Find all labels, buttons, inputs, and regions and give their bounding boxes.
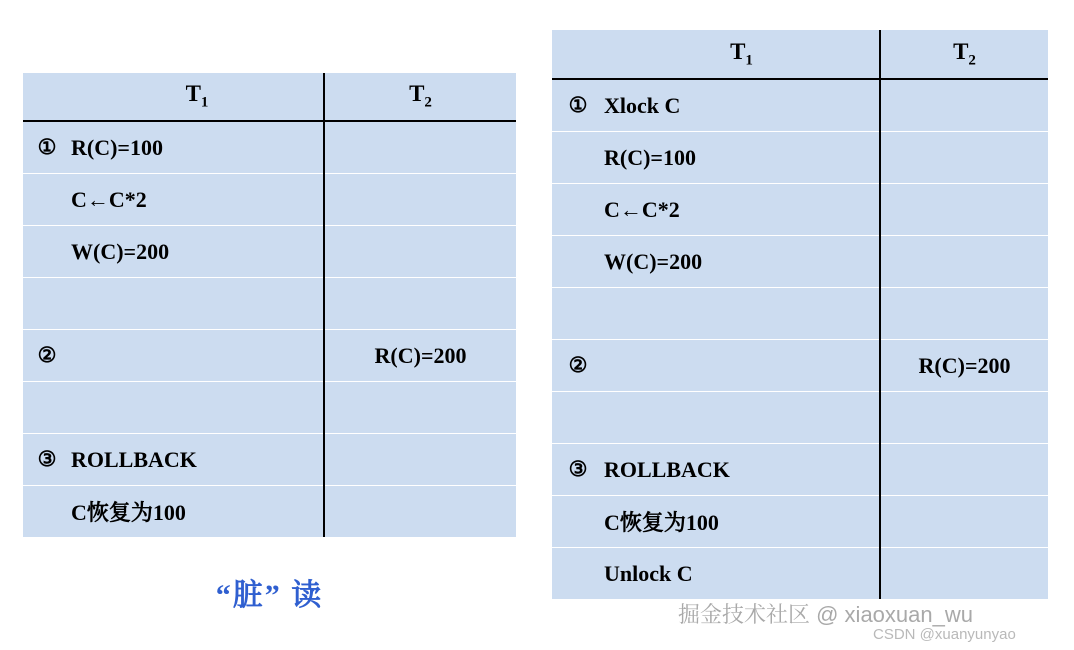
row-t1-op: C恢复为100 bbox=[604, 496, 880, 548]
left-header-t2 bbox=[324, 73, 516, 121]
row-t1-op: C←C*2 bbox=[71, 174, 324, 226]
row-t1-op: ROLLBACK bbox=[604, 444, 880, 496]
row-t2-op bbox=[324, 121, 516, 174]
table-row bbox=[23, 382, 516, 434]
row-t1-op: ROLLBACK bbox=[71, 434, 324, 486]
row-t2-op bbox=[880, 444, 1048, 496]
row-marker bbox=[23, 382, 71, 434]
row-t2-op bbox=[880, 236, 1048, 288]
row-t1-op: W(C)=200 bbox=[71, 226, 324, 278]
row-t1-op bbox=[71, 330, 324, 382]
watermark-primary: 掘金技术社区 @ xiaoxuan_wu bbox=[678, 602, 973, 627]
row-marker: ② bbox=[23, 330, 71, 382]
right-header-t1 bbox=[604, 30, 880, 79]
row-t1-op: Xlock C bbox=[604, 79, 880, 132]
table-row bbox=[552, 288, 1048, 340]
row-t2-op bbox=[880, 392, 1048, 444]
right-table-header-row bbox=[552, 30, 1048, 79]
table-row bbox=[552, 392, 1048, 444]
row-marker bbox=[552, 184, 604, 236]
row-t1-op: C←C*2 bbox=[604, 184, 880, 236]
row-marker bbox=[552, 132, 604, 184]
table-row bbox=[552, 548, 1048, 600]
table-row bbox=[552, 340, 1048, 392]
dirty-read-table bbox=[23, 73, 516, 537]
table-row bbox=[23, 330, 516, 382]
row-marker bbox=[23, 486, 71, 538]
row-t2-op: R(C)=200 bbox=[880, 340, 1048, 392]
row-t2-op bbox=[880, 548, 1048, 600]
right-header-t1-subscript: 1 bbox=[745, 52, 753, 69]
row-t1-op: Unlock C bbox=[604, 548, 880, 600]
row-t2-op bbox=[880, 184, 1048, 236]
row-t2-op bbox=[324, 278, 516, 330]
row-marker: ① bbox=[552, 79, 604, 132]
left-header-t2-label: T bbox=[409, 81, 425, 107]
dirty-read-caption: “脏” 读 bbox=[215, 579, 324, 612]
left-header-t1-label: T bbox=[185, 81, 201, 107]
table-row bbox=[23, 174, 516, 226]
row-t2-op bbox=[880, 288, 1048, 340]
row-t1-op bbox=[604, 340, 880, 392]
left-header-t1 bbox=[71, 73, 324, 121]
row-marker: ② bbox=[552, 340, 604, 392]
row-marker bbox=[552, 392, 604, 444]
row-t2-op bbox=[880, 132, 1048, 184]
row-t2-op bbox=[880, 496, 1048, 548]
row-t1-op bbox=[604, 392, 880, 444]
right-header-marker-cell bbox=[552, 30, 604, 79]
table-row bbox=[552, 132, 1048, 184]
row-t2-op bbox=[324, 174, 516, 226]
row-t1-op: C恢复为100 bbox=[71, 486, 324, 538]
row-t2-op bbox=[324, 226, 516, 278]
left-header-t1-subscript: 1 bbox=[200, 94, 209, 111]
row-marker bbox=[552, 496, 604, 548]
row-marker bbox=[552, 288, 604, 340]
right-header-t1-label: T bbox=[730, 38, 746, 64]
row-t1-op: R(C)=100 bbox=[71, 121, 324, 174]
row-t1-op: R(C)=100 bbox=[604, 132, 880, 184]
row-t2-op bbox=[880, 79, 1048, 132]
left-table-header-row bbox=[23, 73, 516, 121]
row-t1-op: W(C)=200 bbox=[604, 236, 880, 288]
row-marker bbox=[23, 174, 71, 226]
row-marker: ③ bbox=[23, 434, 71, 486]
table-row bbox=[23, 226, 516, 278]
right-table-body bbox=[552, 30, 1048, 599]
row-marker bbox=[23, 278, 71, 330]
table-row bbox=[552, 236, 1048, 288]
table-row bbox=[552, 79, 1048, 132]
left-table-body bbox=[23, 73, 516, 537]
row-marker: ① bbox=[23, 121, 71, 174]
right-header-t2-label: T bbox=[953, 38, 969, 64]
row-t2-op: R(C)=200 bbox=[324, 330, 516, 382]
left-header-t2-subscript: 2 bbox=[424, 94, 432, 111]
row-t1-op bbox=[604, 288, 880, 340]
row-t2-op bbox=[324, 434, 516, 486]
table-row bbox=[552, 444, 1048, 496]
row-marker bbox=[552, 548, 604, 600]
row-marker bbox=[552, 236, 604, 288]
row-t1-op bbox=[71, 382, 324, 434]
row-t2-op bbox=[324, 486, 516, 538]
table-row bbox=[23, 486, 516, 538]
right-header-t2 bbox=[880, 30, 1048, 79]
row-marker bbox=[23, 226, 71, 278]
row-t2-op bbox=[324, 382, 516, 434]
right-header-t2-subscript: 2 bbox=[968, 52, 976, 69]
table-row bbox=[23, 278, 516, 330]
table-row bbox=[23, 434, 516, 486]
row-marker: ③ bbox=[552, 444, 604, 496]
table-row bbox=[552, 496, 1048, 548]
xlock-table bbox=[552, 30, 1048, 599]
left-header-marker-cell bbox=[23, 73, 71, 121]
watermark-secondary: CSDN @xuanyunyao bbox=[873, 626, 1016, 643]
row-t1-op bbox=[71, 278, 324, 330]
table-row bbox=[23, 121, 516, 174]
table-row bbox=[552, 184, 1048, 236]
